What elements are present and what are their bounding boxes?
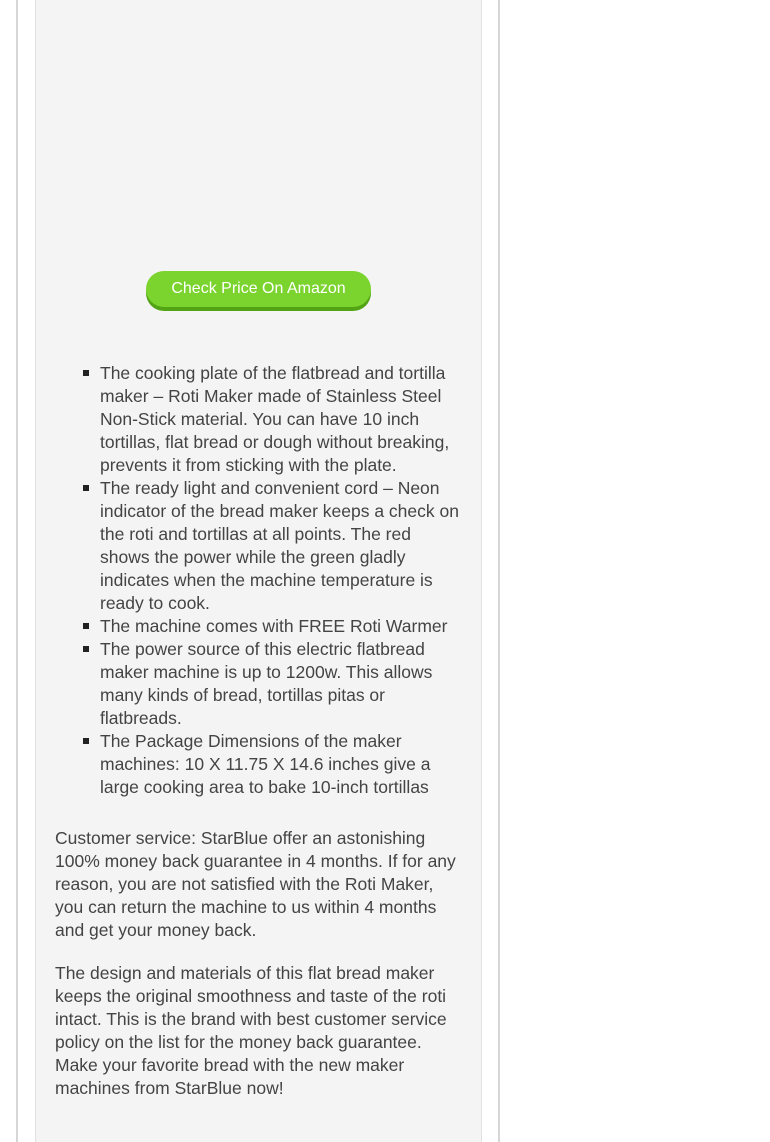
feature-item-roti-warmer: The machine comes with FREE Roti Warmer [100,615,465,638]
customer-service-paragraph: Customer service: StarBlue offer an astonishing 100% money back guarantee in 4 months. If for any reason, you are not satisfied with the Roti Maker, you can return the machine to us within 4 months and get your money back. [55,828,456,940]
feature-item-ready-light: The ready light and convenient cord – Neon indicator of the bread maker keeps a check on the roti and tortillas at all points. The red shows the power while the green gladly indicates when the machine temperature is ready to cook. [100,477,465,615]
feature-list [100,362,465,799]
design-paragraph: The design and materials of this flat bread maker keeps the original smoothness and taste of the roti intact. This is the brand with best customer service policy on the list for the money back guarantee. Make your favorite bread with the new maker machines from StarBlue now! [55,963,447,1098]
feature-item-cooking-plate: The cooking plate of the flatbread and tortilla maker – Roti Maker made of Stainless Steel Non-Stick material. You can have 10 inch tortillas, flat bread or dough without breaking, prevents it from sticking with the plate. [100,362,465,477]
feature-item-package-dimensions: The Package Dimensions of the maker machines: 10 X 11.75 X 14.6 inches give a large cooking area to bake 10-inch tortillas [100,730,465,799]
check-price-button[interactable]: Check Price On Amazon [146,271,371,307]
feature-item-power-source: The power source of this electric flatbread maker machine is up to 1200w. This allows many kinds of bread, tortillas pitas or flatbreads. [100,638,465,730]
